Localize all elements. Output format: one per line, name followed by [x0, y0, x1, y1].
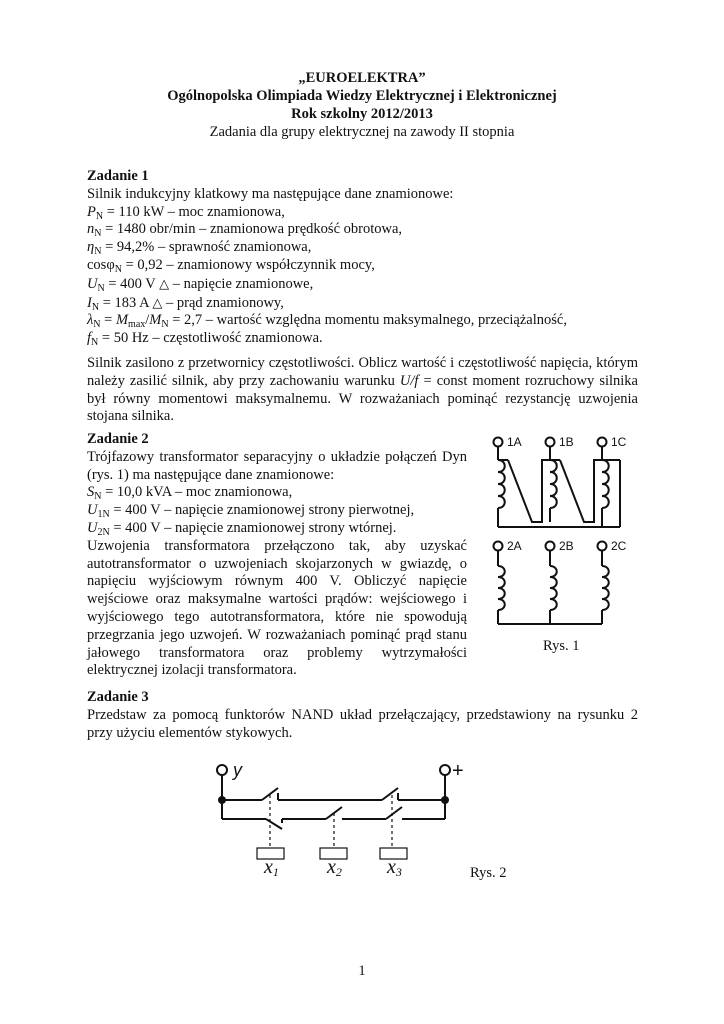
- delta-icon: △: [152, 294, 163, 310]
- task-1-intro: Silnik indukcyjny klatkowy ma następujące dane znamionowe:: [87, 185, 454, 202]
- task-2-intro: Trójfazowy transformator separacyjny o układzie połączeń Dyn (rys. 1) ma następujące dane znamionowe:: [87, 448, 467, 483]
- task-2-param: $U_{1N} = 400$ V – napięcie znamionowej strony pierwotnej,: [87, 502, 415, 521]
- task-2-description: Uzwojenia transformatora przełączono tak, aby uzyskać autotransformator o uzwojeniach skojarzonych w gwiazdę, o napięciu wyjściowym równym 400 V. Obliczyć napięcie wejściowe oraz maksymalne wartości prądów: wejściowego i wyjściowego tego autotransformatora, które nie spowodują przegrzania jego uzwojeń. W rozważaniach pominąć prąd stanu jałowego transformatora oraz problemy wytrzymałości elektrycznej izolacji transformatora.: [87, 537, 467, 679]
- terminal-1b: [546, 438, 555, 447]
- page-number: 1: [358, 963, 366, 979]
- secondary-coil: [602, 566, 609, 610]
- header-olympiad: Ogólnopolska Olimpiada Wiedzy Elektrycznej i Elektronicznej: [167, 88, 557, 104]
- task-3: [87, 689, 638, 742]
- terminal-1c: [598, 438, 607, 447]
- label-2c: 2C: [611, 539, 627, 553]
- label-plus: +: [452, 760, 464, 782]
- task-1-param: $P_N = 110$ kW – moc znamionowa,: [87, 203, 285, 222]
- task-1-param: $n_N = 1480$ obr/min – znamionowa prędkość obrotowa,: [87, 221, 403, 240]
- task-2: [87, 431, 467, 680]
- task-1: [87, 168, 638, 426]
- input-label-x2: $x_2$: [327, 856, 342, 879]
- terminal-y: [217, 765, 227, 775]
- figure-1-caption: Rys. 1: [543, 638, 580, 654]
- header-title: „EUROELEKTRA”: [298, 70, 426, 86]
- header-subtitle: Zadania dla grupy elektrycznej na zawody II stopnia: [209, 124, 515, 140]
- contact-x3-bottom: [386, 807, 402, 819]
- label-2b: 2B: [559, 539, 574, 553]
- delta-icon: △: [159, 275, 170, 291]
- terminal-1a: [494, 438, 503, 447]
- label-y: y: [233, 760, 242, 780]
- task-1-param: $f_N = 50$ Hz – częstotliwość znamionowa.: [87, 330, 323, 349]
- secondary-coil: [498, 566, 505, 610]
- label-1a: 1A: [507, 435, 522, 449]
- terminal-plus: [440, 765, 450, 775]
- task-1-param: $U_N = 400$ V △ – napięcie znamionowe,: [87, 275, 314, 294]
- task-1-param: $I_N = 183$ A △ – prąd znamionowy,: [87, 294, 284, 313]
- contact-x1: [262, 788, 278, 800]
- task-2-title: Zadanie 2: [87, 431, 149, 447]
- task-1-description: Silnik zasilono z przetwornicy częstotliwości. Oblicz wartość i częstotliwość napięcia, którym należy zasilić silnik, aby przy zachowaniu warunku U/f = const moment rozruchowy silnika był równy momentowi maksymalnemu. W rozważaniach pominąć rezystancję uzwojenia stojana silnika.: [87, 354, 638, 425]
- task-1-title: Zadanie 1: [87, 168, 149, 184]
- primary-coil: [498, 460, 505, 508]
- label-1b: 1B: [559, 435, 574, 449]
- label-1c: 1C: [611, 435, 627, 449]
- header: [0, 69, 724, 141]
- secondary-coil: [550, 566, 557, 610]
- task-1-param: $\eta_N = 94,2\%$ – sprawność znamionowa,: [87, 239, 312, 258]
- contact-x3-top: [382, 788, 398, 800]
- terminal-2b: [546, 542, 555, 551]
- task-2-param: $U_{2N} = 400$ V – napięcie znamionowej strony wtórnej.: [87, 519, 397, 538]
- terminal-2c: [598, 542, 607, 551]
- transformer-diagram: [484, 430, 644, 635]
- contact-x1-bottom: [266, 819, 282, 829]
- task-2-param: $S_N = 10,0$ kVA – moc znamionowa,: [87, 484, 293, 503]
- label-2a: 2A: [507, 539, 522, 553]
- figure-2-caption: Rys. 2: [470, 865, 507, 881]
- task-1-param: cosφ$_N$ = 0,92 – znamionowy współczynnik mocy,: [87, 256, 375, 275]
- input-label-x3: $x_3$: [387, 856, 402, 879]
- primary-coil: [602, 460, 609, 508]
- task-3-title: Zadanie 3: [87, 689, 149, 705]
- task-1-param: $\lambda_N = M_{max}/M_N = 2,7$ – wartość względna momentu maksymalnego, przeciążalność,: [87, 312, 567, 331]
- terminal-2a: [494, 542, 503, 551]
- primary-coil: [550, 460, 557, 508]
- input-label-x1: $x_1$: [264, 856, 279, 879]
- task-3-description: Przedstaw za pomocą funktorów NAND układ przełączający, przedstawiony na rysunku 2 przy użyciu elementów stykowych.: [87, 706, 638, 741]
- header-year: Rok szkolny 2012/2013: [291, 106, 433, 122]
